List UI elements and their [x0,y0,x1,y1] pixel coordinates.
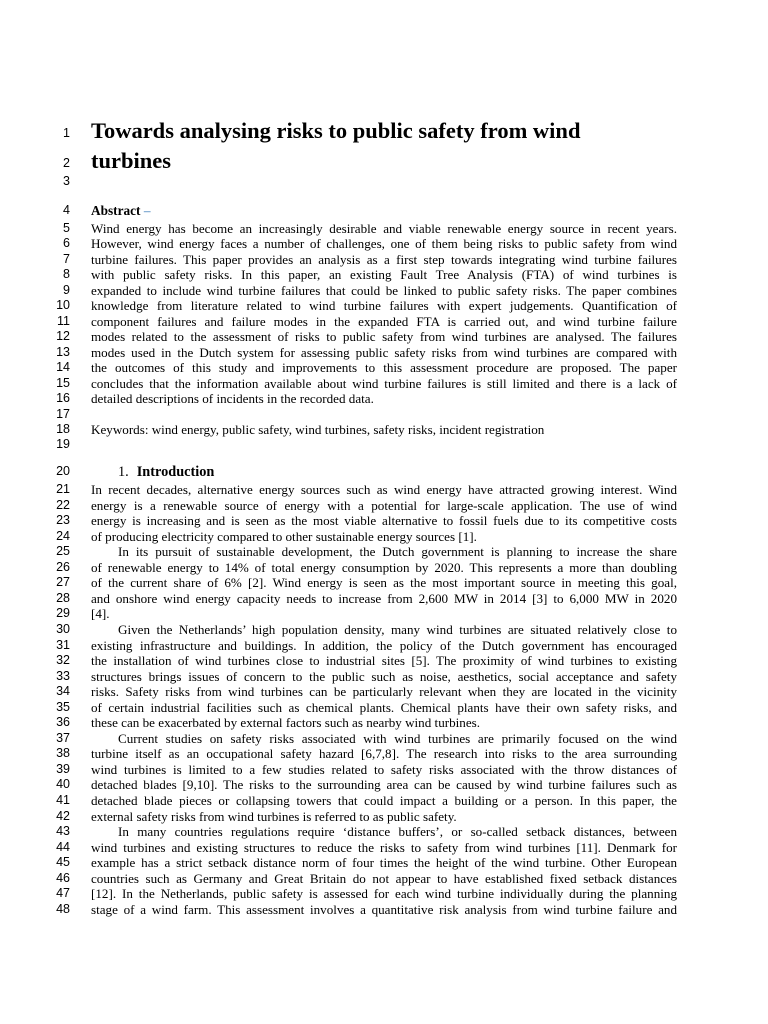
abstract-text-line: component failures and failure modes in the expanded FTA is carried out, and wind turbine failure [91,313,677,329]
line-number: 17 [56,406,70,421]
line-number: 28 [56,590,70,605]
body-text-line: example has a strict setback distance norm of four times the height of the wind turbine. Other European [91,855,677,871]
line-number: 20 [56,464,70,478]
line-number: 33 [56,668,70,683]
line-number: 16 [56,391,70,405]
abstract-text-line: knowledge from literature related to wind turbine failures with expert judgements. Quantification of [91,298,677,313]
line-number: 14 [56,360,70,374]
body-text-line: structures brings issues of concern to the public such as noise, aesthetics, social acceptance and safety [91,668,677,684]
line-number: 10 [56,298,70,312]
line-number: 44 [56,839,70,854]
line-number: 45 [56,855,70,870]
abstract-text-line: modes used in the Dutch system for assessing public safety risks from wind turbines are compared with [91,344,677,360]
line-number: 27 [56,575,70,590]
body-text-line: energy is a renewable source of energy with a potential for large-scale application. The use of wind [91,497,677,513]
abstract-dash: – [143,203,151,218]
body-text-line: risks. Safety risks from wind turbines can be particularly relevant when they are located in the vicinity [91,684,677,700]
line-number: 36 [56,715,70,730]
body-text-line: In many countries regulations require ‘distance buffers’, or so-called setback distances, between [118,824,677,840]
line-number: 41 [56,793,70,807]
abstract-text-line: modes related to the assessment of risks to public safety from wind turbines are analysed. The failures [91,329,677,344]
line-number: 48 [56,901,70,916]
line-number: 12 [56,329,70,343]
body-text-line: the installation of wind turbines close to industrial sites [5]. The proximity of wind turbines to existing [91,653,677,669]
line-number: 1 [63,126,70,140]
line-number: 30 [56,621,70,636]
abstract-heading-text: Abstract [91,203,141,218]
line-number: 25 [56,544,70,559]
abstract-text-line: concludes that the information available about wind turbine failures is still limited and there is a lack of [91,375,677,391]
paper-title-line: turbines [91,148,172,173]
body-text-line: detached blade pieces or collapsing towers that could impact a building or a person. In this paper, the [91,793,677,808]
line-number: 31 [56,637,70,652]
line-number: 8 [63,267,70,281]
line-number: 40 [56,777,70,792]
body-text-line: turbine itself as an occupational safety hazard [6,7,8]. The research into risks to the area surrounding [91,746,677,762]
section-number: 1. [118,464,129,480]
line-number: 39 [56,761,70,776]
line-number: 35 [56,699,70,714]
body-text-line: [12]. In the Netherlands, public safety is assessed for each wind turbine individually during the planning [91,886,677,902]
section-heading [118,464,704,481]
line-number: 2 [63,156,70,170]
abstract-text-line: turbine failures. This paper provides an analysis as a first step towards integrating wind turbine failures [91,251,677,267]
abstract-text-line: with public safety risks. In this paper, an existing Fault Tree Analysis (FTA) of wind turbines is [91,267,677,282]
abstract-text-line: expanded to include wind turbine failures that could be linked to public safety risks. The paper combines [91,282,677,298]
line-number: 37 [56,730,70,745]
line-number: 4 [63,203,70,217]
line-number: 43 [56,824,70,839]
keywords-line: Keywords: wind energy, public safety, wind turbines, safety risks, incident registration [91,421,545,437]
line-number: 7 [63,251,70,266]
body-text-line: energy is increasing and is seen as the most viable alternative to fossil fuels due to its competitive costs [91,513,677,529]
body-text-line: detached blades [9,10]. The risks to the surrounding area can be caused by wind turbine failures such as [91,777,677,793]
line-number: 3 [63,174,70,188]
body-text-line: existing infrastructure and buildings. In addition, the policy of the Dutch government has encouraged [91,637,677,653]
body-text-line: In recent decades, alternative energy sources such as wind energy have attracted growing interest. Wind [91,482,677,497]
abstract-text-line: Wind energy has become an increasingly desirable and viable renewable energy source in recent years. [91,220,677,236]
section-title: Introduction [136,464,215,480]
line-number: 47 [56,886,70,901]
body-text-line: of producing electricity compared to other sustainable energy sources [1]. [91,528,477,544]
body-text-line: external safety risks from wind turbines is referred to as public safety. [91,808,457,824]
line-number: 22 [56,497,70,512]
abstract-text-line: detailed descriptions of incidents in the recorded data. [91,391,374,406]
abstract-text-line: However, wind energy faces a number of challenges, one of them being risks to public safety from wind [91,236,677,251]
paper-title-line: Towards analysing risks to public safety from wind [91,118,581,143]
line-number: 34 [56,684,70,699]
line-number: 46 [56,870,70,885]
body-text-line: Given the Netherlands’ high population density, many wind turbines are situated relatively close to [118,621,677,637]
line-number: 21 [56,482,70,496]
body-text-line: In its pursuit of sustainable development, the Dutch government is planning to increase the share [118,544,677,560]
body-text-line: of the current share of 6% [2]. Wind energy is seen as the most important source in meeting this goal, [91,575,677,591]
abstract-text-line: the outcomes of this study and improvements to this assessment procedure are proposed. The paper [91,360,677,375]
body-text-line: and onshore wind energy capacity needs to increase from 2,600 MW in 2014 [3] to 6,000 MW in 2020 [91,590,677,606]
line-number: 42 [56,808,70,823]
body-text-line: [4]. [91,606,110,622]
line-number: 15 [56,375,70,390]
line-number: 26 [56,559,70,574]
line-number: 23 [56,513,70,528]
body-text-line: these can be exacerbated by external factors such as nearby wind turbines. [91,715,481,731]
line-number: 9 [63,282,70,297]
body-text-line: of certain industrial facilities such as chemical plants. Chemical plants have their own safety risks, and [91,699,677,715]
line-number: 38 [56,746,70,761]
line-number: 32 [56,653,70,668]
line-number: 11 [57,313,70,328]
line-number: 24 [56,528,70,543]
line-number: 19 [56,437,70,451]
abstract-heading [91,203,677,219]
body-text-line: wind turbines and existing structures to reduce the risks to safety from wind turbines [11]. Denmark for [91,839,677,855]
body-text-line: wind turbines is limited to a few studies related to safety risks associated with the throw distances of [91,761,677,777]
line-number: 5 [63,220,70,235]
line-number: 13 [56,344,70,359]
body-text-line: of renewable energy to 14% of total energy consumption by 2020. This represents a more than doubling [91,559,677,575]
line-number: 6 [63,236,70,250]
body-text-line: stage of a wind farm. This assessment involves a quantitative risk analysis from wind turbine failure and [91,901,677,917]
body-text-line: Current studies on safety risks associated with wind turbines are primarily focused on the wind [118,730,677,746]
body-text-line: countries such as Germany and Great Britain do not appear to have established fixed setback distances [91,870,677,886]
line-number: 18 [56,421,70,436]
line-number: 29 [56,606,70,621]
